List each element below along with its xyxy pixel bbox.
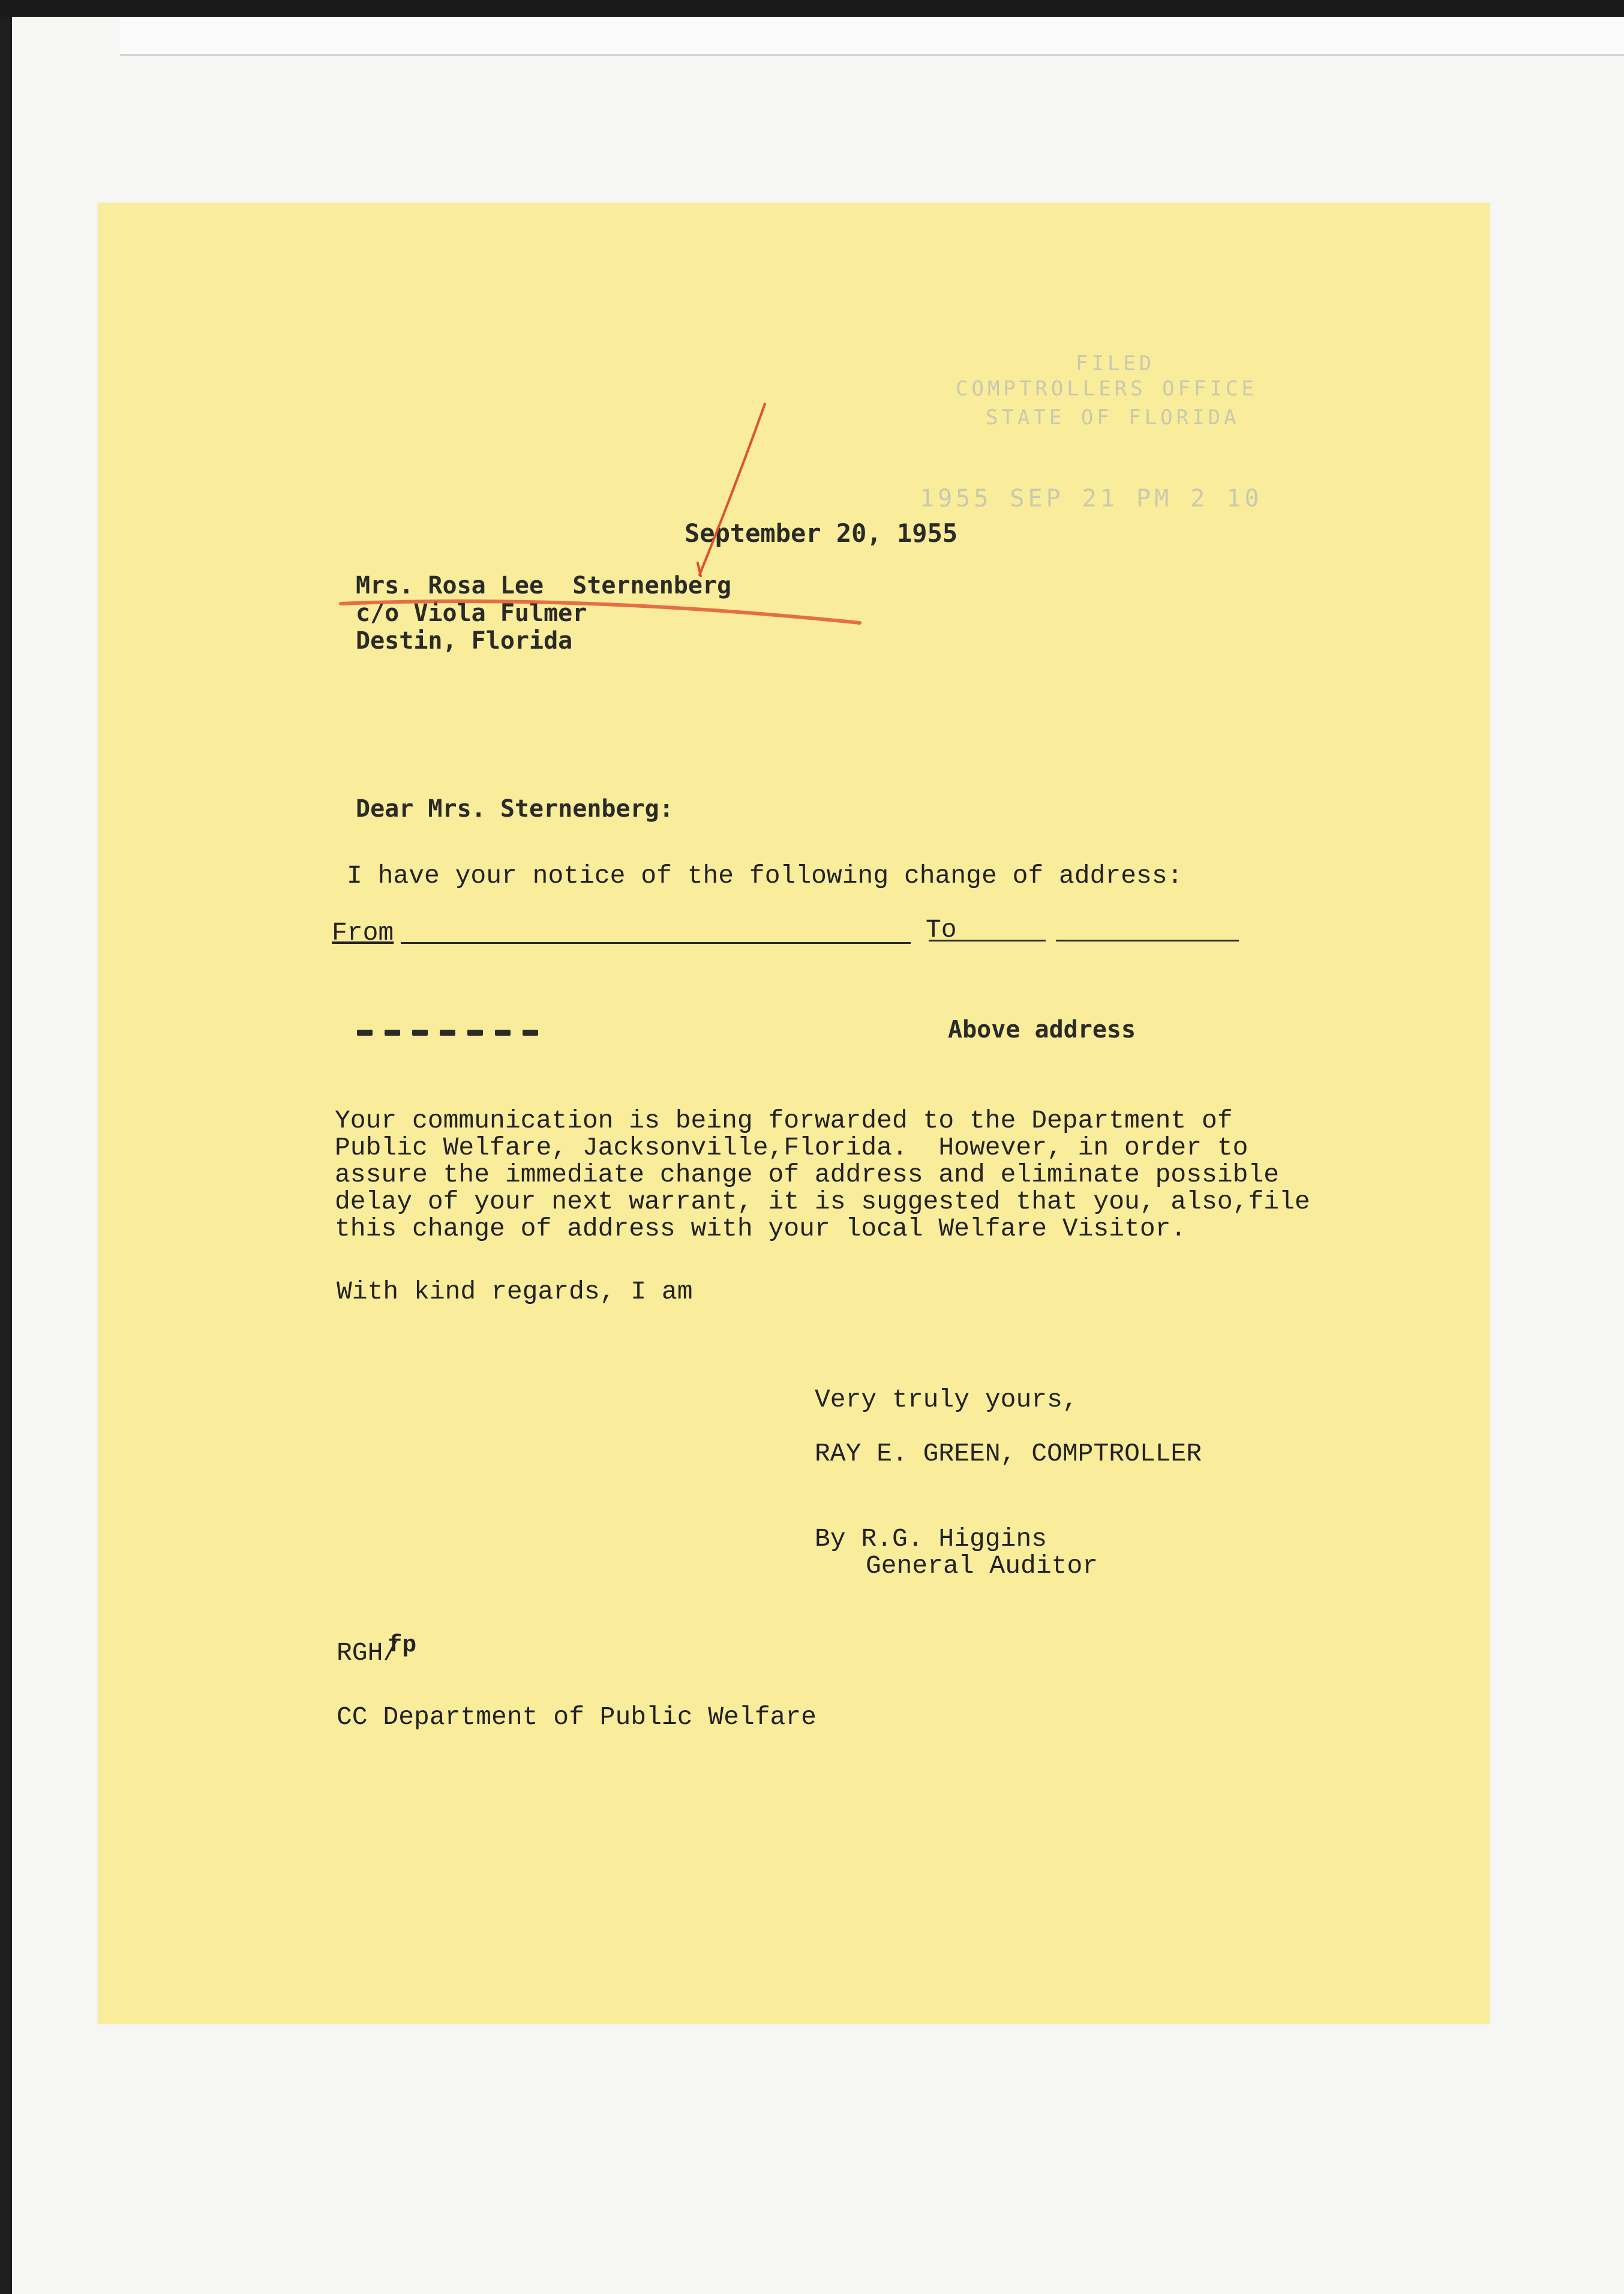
body-line-3: assure the immediate change of address and eliminate possible [335, 1160, 1280, 1189]
initials-main: RGH/ [337, 1638, 399, 1668]
signer-title: General Auditor [866, 1551, 1098, 1581]
body-line-4: delay of your next warrant, it is suggested that you, also,file [335, 1187, 1310, 1216]
from-label: From [332, 918, 394, 947]
letter-page [98, 203, 1490, 2024]
stamp-line-1: FILED [1076, 352, 1155, 376]
recipient-care-of: c/o Viola Fulmer [356, 599, 587, 627]
cc-line: CC Department of Public Welfare [337, 1702, 816, 1732]
letter-date: September 20, 1955 [685, 518, 958, 548]
intro-text: I have your notice of the following change of address: [347, 861, 1183, 890]
stamp-line-3: STATE OF FLORIDA [986, 406, 1240, 430]
recipient-city: Destin, Florida [356, 627, 573, 655]
valediction: Very truly yours, [815, 1385, 1078, 1414]
recipient-name: Mrs. Rosa Lee Sternenberg [356, 572, 732, 599]
to-label: To [926, 915, 957, 944]
stamp-date-time: 1955 SEP 21 PM 2 10 [920, 485, 1263, 512]
to-blank-line-2 [1056, 940, 1239, 941]
scan-border-top [0, 0, 1624, 17]
body-line-2: Public Welfare, Jacksonville,Florida. However, in order to [335, 1133, 1248, 1162]
typist-initials [337, 1632, 427, 1668]
salutation: Dear Mrs. Sternenberg: [356, 795, 674, 823]
scan-border-left [0, 0, 12, 2294]
scan-backing-strip [120, 18, 1624, 56]
from-blank-line [401, 942, 911, 944]
closing-line: With kind regards, I am [337, 1277, 693, 1306]
signer-name: RAY E. GREEN, COMPTROLLER [815, 1439, 1202, 1468]
by-line: By R.G. Higgins [815, 1524, 1047, 1554]
initials-suffix: fp [388, 1632, 417, 1659]
stamp-line-2: COMPTROLLERS OFFICE [956, 377, 1257, 401]
body-line-1: Your communication is being forwarded to the Department of [335, 1106, 1233, 1135]
to-value: Above address [948, 1016, 1136, 1043]
to-blank-line-1 [929, 940, 1046, 941]
body-line-5: this change of address with your local Welfare Visitor. [335, 1214, 1187, 1243]
